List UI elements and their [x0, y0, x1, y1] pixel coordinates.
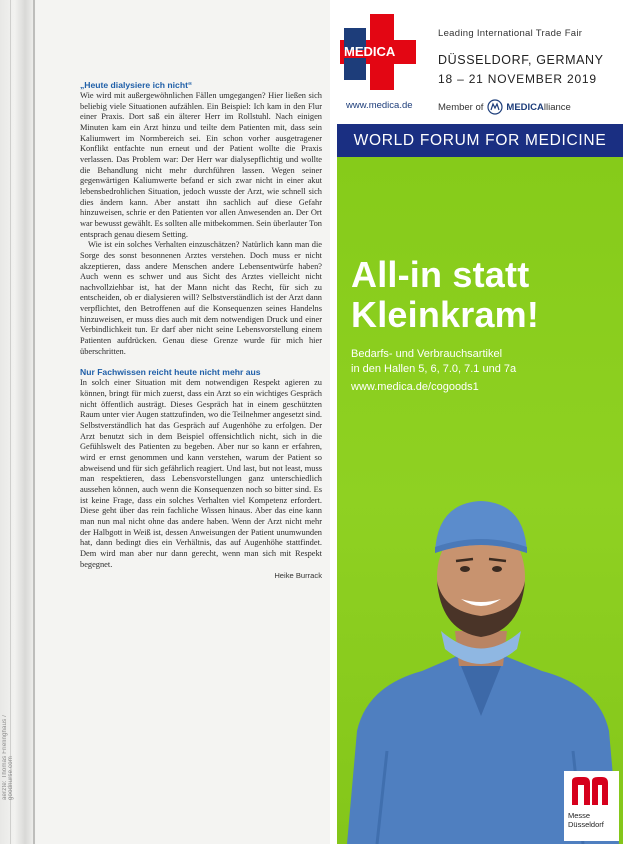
ad-subline-line: in den Hallen 5, 6, 7.0, 7.1 und 7a: [351, 363, 517, 375]
member-org-bold: MEDICA: [506, 101, 544, 113]
ad-subline-line: Bedarfs- und Verbrauchsartikel: [351, 348, 503, 360]
ad-subline: [351, 347, 516, 377]
medicalliance-icon: [487, 99, 503, 115]
section-heading: „Heute dialysiere ich nicht“: [80, 80, 193, 90]
medica-advertisement: [330, 0, 623, 844]
fair-location: DÜSSELDORF, GERMANY: [438, 53, 604, 67]
forum-banner-title: WORLD FORUM FOR MEDICINE: [353, 131, 607, 149]
campaign-url[interactable]: www.medica.de/cogoods1: [351, 381, 479, 393]
ad-header: [330, 0, 623, 124]
ad-green-panel: [337, 157, 623, 844]
article-paragraph: Wie wird mit außergewöhnlichen Fällen umgegangen? Hier ließen sich beliebig viele Situationen aufzählen. Ein Beispiel: Ich kam in den Flur einer Praxis. Dort saß ein älterer Herr im Rollstuhl. Nach einigen Minuten kam ein Arzt hinzu und teilte dem Patienten mit, dass sein Kaliumwert im Normbereich sei. Ein schon vorher ausgetragener Konflikt entfachte nun erneut und der Patient wollte die Praxis verlassen. Das Problem war: Der Herr war dialysepflichtig und wollte die Behandlung nicht mehr durchführen lassen. Wegen seiner gegenwärtigen Kaliumwerte befand er sich zwar nicht in einer akut lebensbedrohlichen Situation, jedoch wusste der Arzt, wie schnell sich dies ändern kann. Aber anstatt ihn sachlich auf diese Gefahr hinzuweisen, schrie er den Patienten vor allen Anwesenden an. Der Ort war bewusst gewählt. Es sollten alle mitbekommen. Sein überlauter Ton entsprach genau diesem Setting.: [80, 91, 322, 239]
fair-dates: 18 – 21 NOVEMBER 2019: [438, 72, 597, 86]
page-binding: [0, 0, 36, 844]
fair-tagline: Leading International Trade Fair: [438, 28, 583, 39]
forum-banner: [337, 124, 623, 157]
medica-logo-text: MEDICA: [344, 44, 396, 59]
member-org-light: lliance: [543, 101, 571, 113]
messe-line: Messe: [568, 811, 591, 820]
messe-logo-icon: [570, 775, 610, 807]
ad-headline: [351, 255, 539, 335]
member-line: [438, 99, 571, 115]
ad-headline-line: Kleinkram!: [351, 294, 540, 335]
article-paragraph: In solch einer Situation mit dem notwendigen Respekt agieren zu können, bringt für mich zuerst, dass ein Arzt so ein wichtiges Gespräch nicht öffentlich austrägt. Dieses Gespräch hat in einem geschützten Raum unter vier Augen stattzufinden, wo die Teilnehmer angesetzt sind. Selbstverständlich hat das Gespräch auf Augenhöhe zu erfolgen. Der Arzt benutzt sich in dem Beispiel offensichtlich nicht, sich in die Gefühlswelt des Patienten zu begeben. Aber nur so kann er erfahren, wird er ernst genommen und kann verstehen, warum der Patient so abweisend und für sich gefährlich reagiert. Und last, but not least, muss man respektieren, dass Lebensvorstellungen ganz unterschiedlich aussehen können, auch wenn die Konsequenzen noch so bitter sind. Es ist keine Frage, dass ein solches Verhalten viel Kompetenz erfordert. Diese geht über das rein fachliche Wissen hinaus. Aber das eine kann man nun mal nicht ohne das andere haben. Wenn der Arzt nicht mehr der Halbgott in Weiß ist, dessen Anweisungen der Patient unumwunden hat, dann bedingt dies ein Verhältnis, das auf Augenhöhe stattfindet. Dem wird man aber nur dann gerecht, wenn man sich mit Respekt begegnet.: [80, 378, 322, 569]
medica-logo-icon: [340, 14, 416, 90]
author-name: Heike Burrack: [274, 571, 322, 581]
member-prefix: Member of: [438, 101, 484, 113]
messe-line: Düsseldorf: [568, 820, 604, 829]
section-heading: Nur Fachwissen reicht heute nicht mehr aus: [80, 367, 261, 378]
ad-headline-line: All-in statt: [351, 254, 530, 295]
article-paragraph: Wie ist ein solches Verhalten einzuschätzen? Natürlich kann man die Sorge des sonst besonnenen Arztes verstehen. Doch muss er nicht akzeptieren, dass andere Menschen andere Lebensentwürfe haben? Auch wenn es schwer und aus Sicht des Arztes vielleicht nicht nachvollziehbar ist, hat der Mann nicht das Recht, für sich zu entscheiden, ob er dialysieren will? Selbstverständlich ist der Arzt dann verpflichtet, den Betroffenen auf die Konsequenzen seines Handelns hinzuweisen, er muss dies auch mit dem notwendigen Druck und einer Verbindlichkeit tun. Er darf aber nicht seine Lebensvorstellung einem Patienten aufdrücken. Genau diese Grenze wurde für mich hier überschritten.: [80, 240, 322, 356]
medica-url[interactable]: www.medica.de: [346, 100, 413, 111]
binding-rule: [33, 0, 35, 844]
messe-duesseldorf-logo: [564, 771, 619, 841]
messe-logo-text: [568, 811, 604, 829]
side-caption: aerzte: Thomas Frielinghaus / goodnurse.com: [2, 714, 14, 800]
article-column: [80, 80, 322, 582]
